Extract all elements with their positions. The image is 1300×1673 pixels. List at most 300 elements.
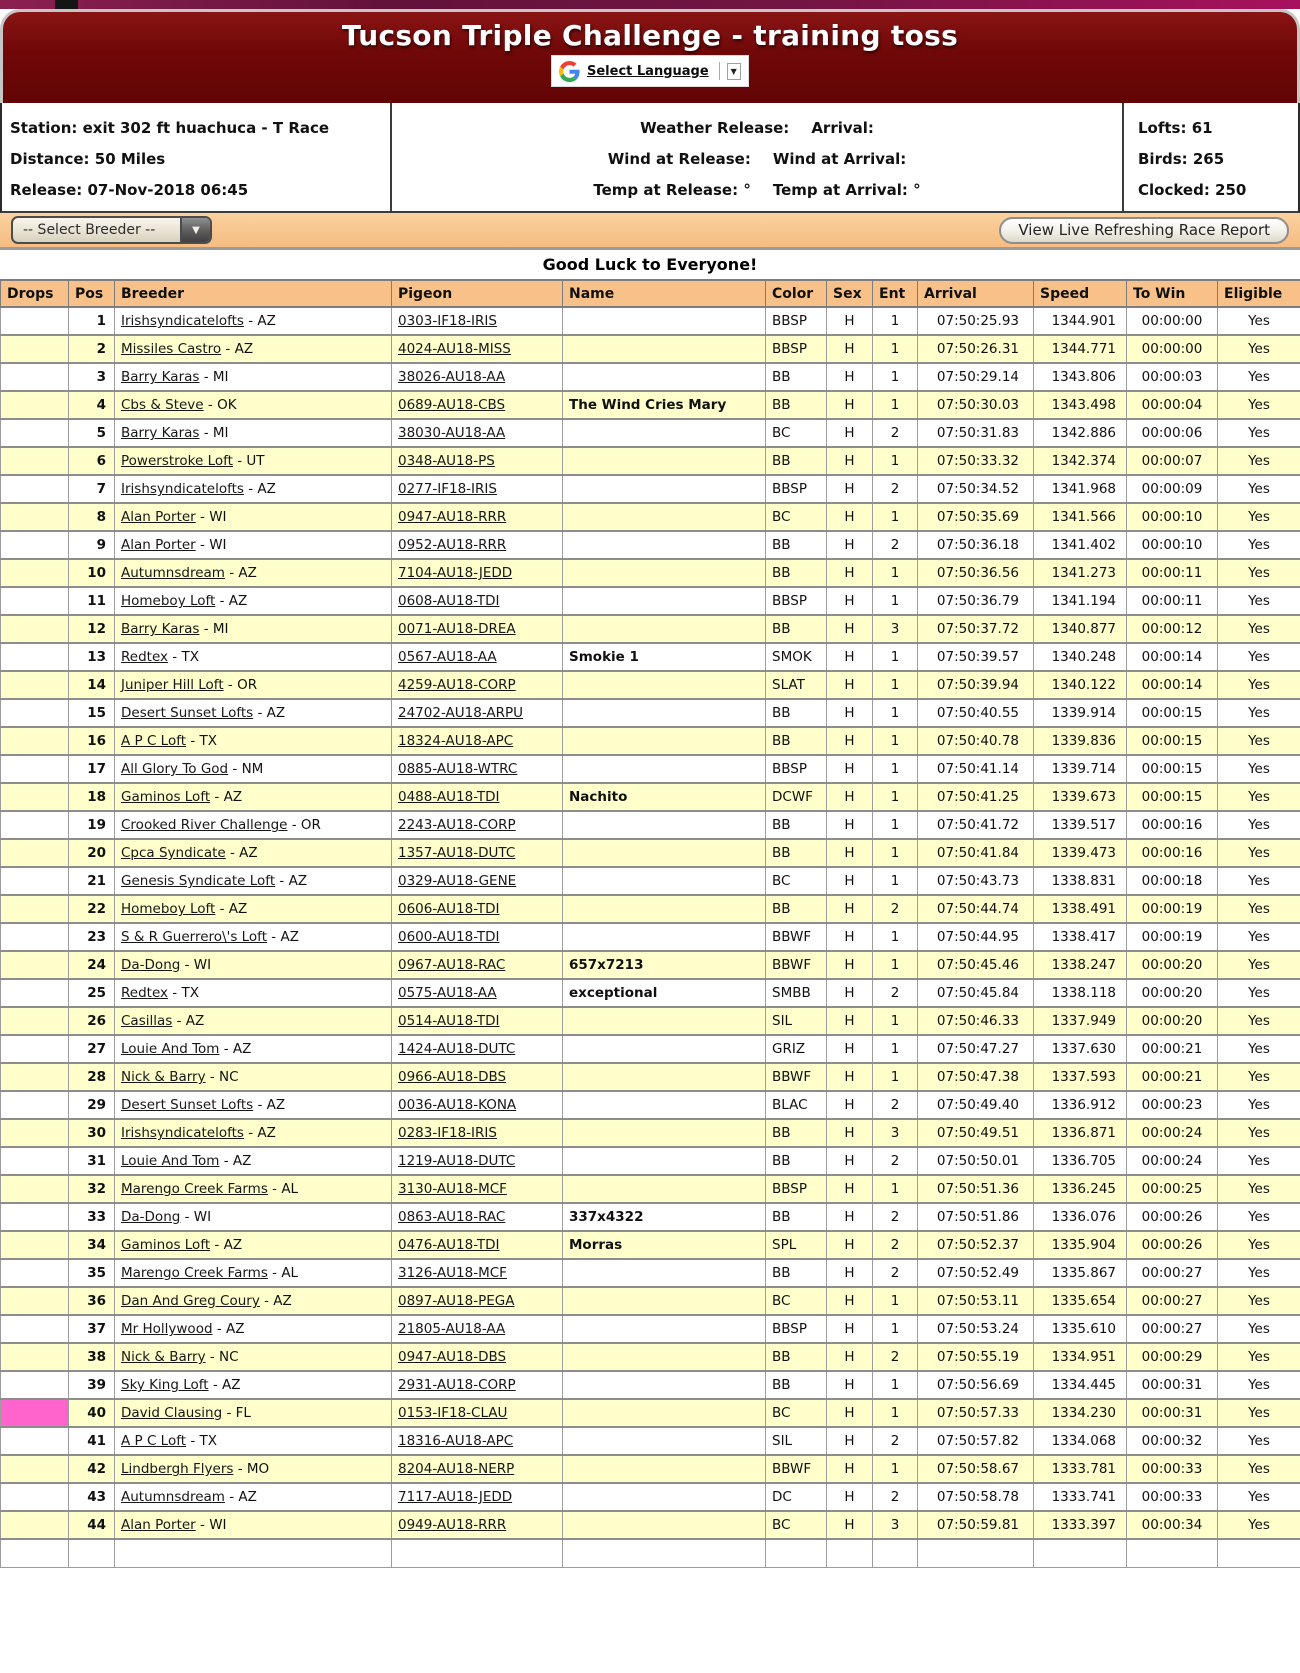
breeder-link[interactable]: Autumnsdream <box>121 1489 225 1505</box>
name-cell: 657x7213 <box>563 951 766 979</box>
breeder-state: - AZ <box>221 341 254 357</box>
breeder-cell <box>115 1287 392 1315</box>
pigeon-link[interactable]: 3130-AU18-MCF <box>398 1181 507 1197</box>
speed-cell: 1337.593 <box>1034 1063 1127 1091</box>
pigeon-link[interactable]: 0949-AU18-RRR <box>398 1517 507 1533</box>
breeder-link[interactable]: Desert Sunset Lofts <box>121 1097 254 1113</box>
table-row <box>1 419 1300 447</box>
sex-cell: H <box>827 363 873 391</box>
breeder-link[interactable]: Irishsyndicatelofts <box>121 481 244 497</box>
breeder-state: - OK <box>203 397 237 413</box>
pigeon-link[interactable]: 24702-AU18-ARPU <box>398 705 524 721</box>
breeder-link[interactable]: Alan Porter <box>121 509 196 525</box>
pigeon-link[interactable]: 0514-AU18-TDI <box>398 1013 500 1029</box>
ent-cell: 1 <box>873 1399 918 1427</box>
top-strip-notch <box>55 0 78 9</box>
pos-cell: 2 <box>69 335 115 363</box>
drops-cell <box>1 811 69 839</box>
pigeon-cell <box>392 307 563 335</box>
drops-cell <box>1 363 69 391</box>
breeder-state: - TX <box>168 649 199 665</box>
col-breeder: Breeder <box>115 280 392 307</box>
pos-cell: 41 <box>69 1427 115 1455</box>
drops-cell <box>1 1231 69 1259</box>
breeder-cell <box>115 643 392 671</box>
eligible-cell: Yes <box>1218 1511 1300 1539</box>
view-race-report-button[interactable]: View Live Refreshing Race Report <box>999 217 1289 244</box>
breeder-link[interactable]: Genesis Syndicate Loft <box>121 873 276 889</box>
color-cell: GRIZ <box>766 1035 827 1063</box>
breeder-link[interactable]: Crooked River Challenge <box>121 817 288 833</box>
pigeon-link[interactable]: 2931-AU18-CORP <box>398 1377 516 1393</box>
pigeon-link[interactable]: 0947-AU18-RRR <box>398 509 507 525</box>
breeder-link[interactable]: Desert Sunset Lofts <box>121 705 254 721</box>
pigeon-link[interactable]: 2243-AU18-CORP <box>398 817 516 833</box>
sex-cell: H <box>827 307 873 335</box>
pigeon-cell <box>392 391 563 419</box>
drops-cell <box>1 1091 69 1119</box>
breeder-link[interactable]: Louie And Tom <box>121 1153 220 1169</box>
drops-cell <box>1 1371 69 1399</box>
breeder-link[interactable]: All Glory To God <box>121 761 229 777</box>
wind-line <box>392 144 1122 175</box>
lofts-line: Lofts: 61 <box>1138 119 1213 137</box>
color-cell: SIL <box>766 1427 827 1455</box>
ent-cell: 2 <box>873 531 918 559</box>
breeder-select-value: -- Select Breeder -- <box>23 222 156 238</box>
sex-cell: H <box>827 1175 873 1203</box>
pos-cell: 29 <box>69 1091 115 1119</box>
breeder-link[interactable]: Barry Karas <box>121 369 200 385</box>
drops-cell <box>1 1063 69 1091</box>
pigeon-cell <box>392 1399 563 1427</box>
speed-cell: 1338.118 <box>1034 979 1127 1007</box>
drops-cell <box>1 699 69 727</box>
breeder-cell <box>115 1035 392 1063</box>
breeder-link[interactable]: Homeboy Loft <box>121 593 216 609</box>
pos-cell: 35 <box>69 1259 115 1287</box>
table-row <box>1 1287 1300 1315</box>
arrival-cell: 07:50:35.69 <box>918 503 1034 531</box>
breeder-cell <box>115 979 392 1007</box>
breeder-link[interactable]: Barry Karas <box>121 425 200 441</box>
sex-cell: H <box>827 1007 873 1035</box>
results-tbody <box>1 307 1300 1567</box>
breeder-cell <box>115 559 392 587</box>
pigeon-link[interactable]: 0348-AU18-PS <box>398 453 495 469</box>
pigeon-link[interactable]: 38030-AU18-AA <box>398 425 506 441</box>
breeder-state: - AZ <box>215 901 248 917</box>
page-title: Tucson Triple Challenge - training toss <box>341 19 959 52</box>
arrival-cell: 07:50:33.32 <box>918 447 1034 475</box>
pigeon-link[interactable]: 0476-AU18-TDI <box>398 1237 500 1253</box>
name-cell <box>563 895 766 923</box>
pos-cell: 28 <box>69 1063 115 1091</box>
breeder-link[interactable]: Gaminos Loft <box>121 789 211 805</box>
pos-cell: 20 <box>69 839 115 867</box>
speed-cell: 1341.566 <box>1034 503 1127 531</box>
drops-cell <box>1 951 69 979</box>
pigeon-link[interactable]: 7104-AU18-JEDD <box>398 565 513 581</box>
towin-cell: 00:00:14 <box>1127 671 1218 699</box>
arrival-cell: 07:50:57.33 <box>918 1399 1034 1427</box>
breeder-state: - MI <box>199 369 229 385</box>
speed-cell: 1341.273 <box>1034 559 1127 587</box>
pigeon-link[interactable]: 0488-AU18-TDI <box>398 789 500 805</box>
breeder-link[interactable]: Powerstroke Loft <box>121 453 233 469</box>
breeder-state: - AZ <box>267 929 299 945</box>
breeder-link[interactable]: Louie And Tom <box>121 1041 220 1057</box>
towin-cell: 00:00:03 <box>1127 363 1218 391</box>
speed-cell: 1335.904 <box>1034 1231 1127 1259</box>
table-row <box>1 643 1300 671</box>
breeder-link[interactable]: Alan Porter <box>121 537 196 553</box>
pigeon-cell <box>392 1511 563 1539</box>
name-cell <box>563 699 766 727</box>
pigeon-cell <box>392 1343 563 1371</box>
pigeon-link[interactable]: 0608-AU18-TDI <box>398 593 500 609</box>
pigeon-link[interactable]: 0036-AU18-KONA <box>398 1097 517 1113</box>
name-cell: exceptional <box>563 979 766 1007</box>
drops-cell <box>1 1287 69 1315</box>
towin-cell: 00:00:34 <box>1127 1511 1218 1539</box>
color-cell: BC <box>766 1399 827 1427</box>
pigeon-link[interactable]: 21805-AU18-AA <box>398 1321 506 1337</box>
breeder-link[interactable]: Homeboy Loft <box>121 901 216 917</box>
drops-cell <box>1 559 69 587</box>
translate-dropdown-arrow[interactable] <box>727 63 742 80</box>
pigeon-link[interactable]: 0689-AU18-CBS <box>398 397 506 413</box>
table-row <box>1 1007 1300 1035</box>
eligible-cell: Yes <box>1218 951 1300 979</box>
breeder-state: - AZ <box>224 565 257 581</box>
speed-cell: 1339.714 <box>1034 755 1127 783</box>
pigeon-link[interactable]: 0329-AU18-GENE <box>398 873 517 889</box>
wind-release-label: Wind at Release: <box>607 150 751 168</box>
drops-cell <box>1 867 69 895</box>
pigeon-link[interactable]: 0967-AU18-RAC <box>398 957 506 973</box>
towin-cell: 00:00:09 <box>1127 475 1218 503</box>
color-cell: BBSP <box>766 755 827 783</box>
speed-cell: 1344.901 <box>1034 307 1127 335</box>
breeder-link[interactable]: Irishsyndicatelofts <box>121 1125 244 1141</box>
color-cell: BB <box>766 559 827 587</box>
pigeon-link[interactable]: 0885-AU18-WTRC <box>398 761 518 777</box>
towin-cell: 00:00:33 <box>1127 1483 1218 1511</box>
breeder-cell <box>115 1147 392 1175</box>
color-cell: SLAT <box>766 671 827 699</box>
pos-cell: 11 <box>69 587 115 615</box>
pigeon-link[interactable]: 18316-AU18-APC <box>398 1433 514 1449</box>
breeder-cell <box>115 783 392 811</box>
pigeon-link[interactable]: 0863-AU18-RAC <box>398 1209 506 1225</box>
color-cell: DC <box>766 1483 827 1511</box>
pigeon-link[interactable]: 0966-AU18-DBS <box>398 1069 507 1085</box>
speed-cell: 1333.741 <box>1034 1483 1127 1511</box>
name-cell <box>563 531 766 559</box>
pigeon-link[interactable]: 0153-IF18-CLAU <box>398 1405 508 1421</box>
breeder-cell <box>115 391 392 419</box>
table-row <box>1 391 1300 419</box>
drops-cell <box>1 755 69 783</box>
breeder-link[interactable]: Gaminos Loft <box>121 1237 211 1253</box>
towin-cell: 00:00:23 <box>1127 1091 1218 1119</box>
breeder-cell <box>115 587 392 615</box>
name-cell <box>563 1539 766 1567</box>
drops-cell <box>1 615 69 643</box>
ent-cell: 2 <box>873 895 918 923</box>
race-info-stats <box>1124 103 1298 211</box>
eligible-cell: Yes <box>1218 1399 1300 1427</box>
arrival-cell: 07:50:49.40 <box>918 1091 1034 1119</box>
pos-cell: 4 <box>69 391 115 419</box>
pigeon-link[interactable]: 0071-AU18-DREA <box>398 621 516 637</box>
release-line: Release: 07-Nov-2018 06:45 <box>10 181 249 199</box>
breeder-select-arrow[interactable] <box>180 218 210 242</box>
name-cell <box>563 811 766 839</box>
towin-cell: 00:00:27 <box>1127 1259 1218 1287</box>
breeder-link[interactable]: Redtex <box>121 985 168 1001</box>
col-color: Color <box>766 280 827 307</box>
drops-cell <box>1 1399 69 1427</box>
sex-cell: H <box>827 1063 873 1091</box>
speed-cell: 1335.610 <box>1034 1315 1127 1343</box>
breeder-link[interactable]: Marengo Creek Farms <box>121 1181 268 1197</box>
breeder-link[interactable]: Barry Karas <box>121 621 200 637</box>
pigeon-cell <box>392 559 563 587</box>
table-row <box>1 755 1300 783</box>
breeder-link[interactable]: Autumnsdream <box>121 565 225 581</box>
ent-cell: 2 <box>873 1343 918 1371</box>
color-cell: BB <box>766 699 827 727</box>
ent-cell: 2 <box>873 1147 918 1175</box>
arrival-cell: 07:50:55.19 <box>918 1343 1034 1371</box>
eligible-cell: Yes <box>1218 615 1300 643</box>
breeder-link[interactable]: A P C Loft <box>121 733 187 749</box>
race-info-weather <box>392 103 1124 211</box>
pigeon-link[interactable]: 0897-AU18-PEGA <box>398 1293 515 1309</box>
ent-cell: 3 <box>873 1511 918 1539</box>
table-row <box>1 1035 1300 1063</box>
results-table <box>0 279 1300 1568</box>
pigeon-link[interactable]: 3126-AU18-MCF <box>398 1265 507 1281</box>
speed-cell: 1341.194 <box>1034 587 1127 615</box>
towin-cell: 00:00:18 <box>1127 867 1218 895</box>
breeder-state: - AZ <box>208 1377 241 1393</box>
pos-cell: 16 <box>69 727 115 755</box>
arrival-cell: 07:50:58.78 <box>918 1483 1034 1511</box>
name-cell: The Wind Cries Mary <box>563 391 766 419</box>
pigeon-link[interactable]: 38026-AU18-AA <box>398 369 506 385</box>
breeder-link[interactable]: Da-Dong <box>121 957 181 973</box>
pos-cell: 5 <box>69 419 115 447</box>
breeder-cell <box>115 755 392 783</box>
pigeon-link[interactable]: 4259-AU18-CORP <box>398 677 516 693</box>
weather-release-label: Weather Release: <box>640 119 790 137</box>
drops-cell <box>1 419 69 447</box>
breeder-state: - AZ <box>259 1293 292 1309</box>
eligible-cell: Yes <box>1218 979 1300 1007</box>
sex-cell: H <box>827 895 873 923</box>
breeder-link[interactable]: Da-Dong <box>121 1209 181 1225</box>
table-row <box>1 503 1300 531</box>
breeder-link[interactable]: Mr Hollywood <box>121 1321 213 1337</box>
table-row <box>1 335 1300 363</box>
pigeon-link[interactable]: 0600-AU18-TDI <box>398 929 500 945</box>
color-cell: BB <box>766 895 827 923</box>
pigeon-cell <box>392 1175 563 1203</box>
pigeon-cell <box>392 783 563 811</box>
speed-cell: 1335.867 <box>1034 1259 1127 1287</box>
arrival-cell: 07:50:52.49 <box>918 1259 1034 1287</box>
breeder-link[interactable]: Alan Porter <box>121 1517 196 1533</box>
towin-cell: 00:00:12 <box>1127 615 1218 643</box>
drops-cell <box>1 391 69 419</box>
pigeon-cell <box>392 1455 563 1483</box>
drops-cell <box>1 1035 69 1063</box>
pigeon-link[interactable]: 8204-AU18-NERP <box>398 1461 515 1477</box>
sex-cell: H <box>827 335 873 363</box>
arrival-cell: 07:50:39.57 <box>918 643 1034 671</box>
pigeon-link[interactable]: 0606-AU18-TDI <box>398 901 500 917</box>
breeder-cell <box>115 895 392 923</box>
ent-cell: 2 <box>873 1203 918 1231</box>
pigeon-cell <box>392 531 563 559</box>
breeder-link[interactable]: A P C Loft <box>121 1433 187 1449</box>
pos-cell: 37 <box>69 1315 115 1343</box>
pigeon-link[interactable]: 0952-AU18-RRR <box>398 537 507 553</box>
pos-cell: 39 <box>69 1371 115 1399</box>
pos-cell: 18 <box>69 783 115 811</box>
pigeon-link[interactable]: 0567-AU18-AA <box>398 649 497 665</box>
towin-cell: 00:00:15 <box>1127 727 1218 755</box>
breeder-state: - AZ <box>253 1097 286 1113</box>
sex-cell: H <box>827 1231 873 1259</box>
table-row <box>1 1063 1300 1091</box>
eligible-cell: Yes <box>1218 643 1300 671</box>
breeder-link[interactable]: Juniper Hill Loft <box>121 677 224 693</box>
pigeon-link[interactable]: 0947-AU18-DBS <box>398 1349 507 1365</box>
google-translate-widget[interactable] <box>551 55 749 87</box>
arrival-cell: 07:50:59.81 <box>918 1511 1034 1539</box>
name-cell <box>563 1147 766 1175</box>
drops-cell <box>1 1259 69 1287</box>
arrival-cell: 07:50:36.56 <box>918 559 1034 587</box>
breeder-cell <box>115 1343 392 1371</box>
pigeon-link[interactable]: 1424-AU18-DUTC <box>398 1041 516 1057</box>
towin-cell: 00:00:24 <box>1127 1119 1218 1147</box>
top-strip <box>0 0 1300 9</box>
table-row <box>1 867 1300 895</box>
breeder-cell <box>115 419 392 447</box>
ent-cell: 1 <box>873 671 918 699</box>
breeder-link[interactable]: Lindbergh Flyers <box>121 1461 234 1477</box>
arrival-cell: 07:50:52.37 <box>918 1231 1034 1259</box>
pigeon-link[interactable]: 1357-AU18-DUTC <box>398 845 516 861</box>
pos-cell: 12 <box>69 615 115 643</box>
breeder-link[interactable]: Nick & Barry <box>121 1349 206 1365</box>
breeder-state: - MO <box>233 1461 270 1477</box>
speed-cell: 1343.498 <box>1034 391 1127 419</box>
breeder-state: - MI <box>199 425 229 441</box>
translate-label[interactable]: Select Language <box>587 63 709 79</box>
towin-cell: 00:00:20 <box>1127 951 1218 979</box>
sex-cell <box>827 1539 873 1567</box>
breeder-link[interactable]: Redtex <box>121 649 168 665</box>
ent-cell: 1 <box>873 1175 918 1203</box>
breeder-link[interactable]: Dan And Greg Coury <box>121 1293 260 1309</box>
breeder-link[interactable]: Casillas <box>121 1013 173 1029</box>
breeder-link[interactable]: Cpca Syndicate <box>121 845 226 861</box>
table-row-partial <box>1 1539 1300 1567</box>
pos-cell: 13 <box>69 643 115 671</box>
pigeon-link[interactable]: 0283-IF18-IRIS <box>398 1125 497 1141</box>
breeder-link[interactable]: David Clausing <box>121 1405 223 1421</box>
arrival-cell: 07:50:50.01 <box>918 1147 1034 1175</box>
arrival-cell: 07:50:45.46 <box>918 951 1034 979</box>
pigeon-link[interactable]: 4024-AU18-MISS <box>398 341 511 357</box>
ent-cell: 1 <box>873 755 918 783</box>
pigeon-link[interactable]: 0303-IF18-IRIS <box>398 313 497 329</box>
pos-cell: 43 <box>69 1483 115 1511</box>
sex-cell: H <box>827 1287 873 1315</box>
page-header <box>0 9 1300 103</box>
eligible-cell: Yes <box>1218 419 1300 447</box>
arrival-cell: 07:50:41.84 <box>918 839 1034 867</box>
pigeon-link[interactable]: 1219-AU18-DUTC <box>398 1153 516 1169</box>
col-ent: Ent <box>873 280 918 307</box>
breeder-state: - AZ <box>243 1125 276 1141</box>
arrival-cell: 07:50:44.74 <box>918 895 1034 923</box>
ent-cell: 1 <box>873 811 918 839</box>
speed-cell: 1334.068 <box>1034 1427 1127 1455</box>
pigeon-link[interactable]: 0575-AU18-AA <box>398 985 497 1001</box>
arrival-cell: 07:50:49.51 <box>918 1119 1034 1147</box>
breeder-link[interactable]: Missiles Castro <box>121 341 222 357</box>
table-row <box>1 1455 1300 1483</box>
breeder-link[interactable]: S & R Guerrero\'s Loft <box>121 929 267 945</box>
towin-cell: 00:00:27 <box>1127 1287 1218 1315</box>
pigeon-link[interactable]: 7117-AU18-JEDD <box>398 1489 513 1505</box>
speed-cell: 1336.871 <box>1034 1119 1127 1147</box>
pigeon-link[interactable]: 18324-AU18-APC <box>398 733 514 749</box>
color-cell: BB <box>766 615 827 643</box>
eligible-cell: Yes <box>1218 587 1300 615</box>
pigeon-cell <box>392 1203 563 1231</box>
table-row <box>1 1399 1300 1427</box>
pigeon-cell <box>392 1119 563 1147</box>
drops-cell <box>1 979 69 1007</box>
breeder-select[interactable] <box>11 216 212 244</box>
drops-cell <box>1 307 69 335</box>
breeder-cell <box>115 1427 392 1455</box>
breeder-link[interactable]: Irishsyndicatelofts <box>121 313 244 329</box>
sex-cell: H <box>827 783 873 811</box>
table-row <box>1 559 1300 587</box>
color-cell: BBWF <box>766 951 827 979</box>
name-cell <box>563 559 766 587</box>
breeder-link[interactable]: Nick & Barry <box>121 1069 206 1085</box>
arrival-cell: 07:50:37.72 <box>918 615 1034 643</box>
breeder-link[interactable]: Cbs & Steve <box>121 397 204 413</box>
table-row <box>1 475 1300 503</box>
ent-cell: 1 <box>873 839 918 867</box>
pigeon-link[interactable]: 0277-IF18-IRIS <box>398 481 497 497</box>
sex-cell: H <box>827 447 873 475</box>
breeder-link[interactable]: Sky King Loft <box>121 1377 209 1393</box>
birds-line: Birds: 265 <box>1138 150 1225 168</box>
breeder-link[interactable]: Marengo Creek Farms <box>121 1265 268 1281</box>
